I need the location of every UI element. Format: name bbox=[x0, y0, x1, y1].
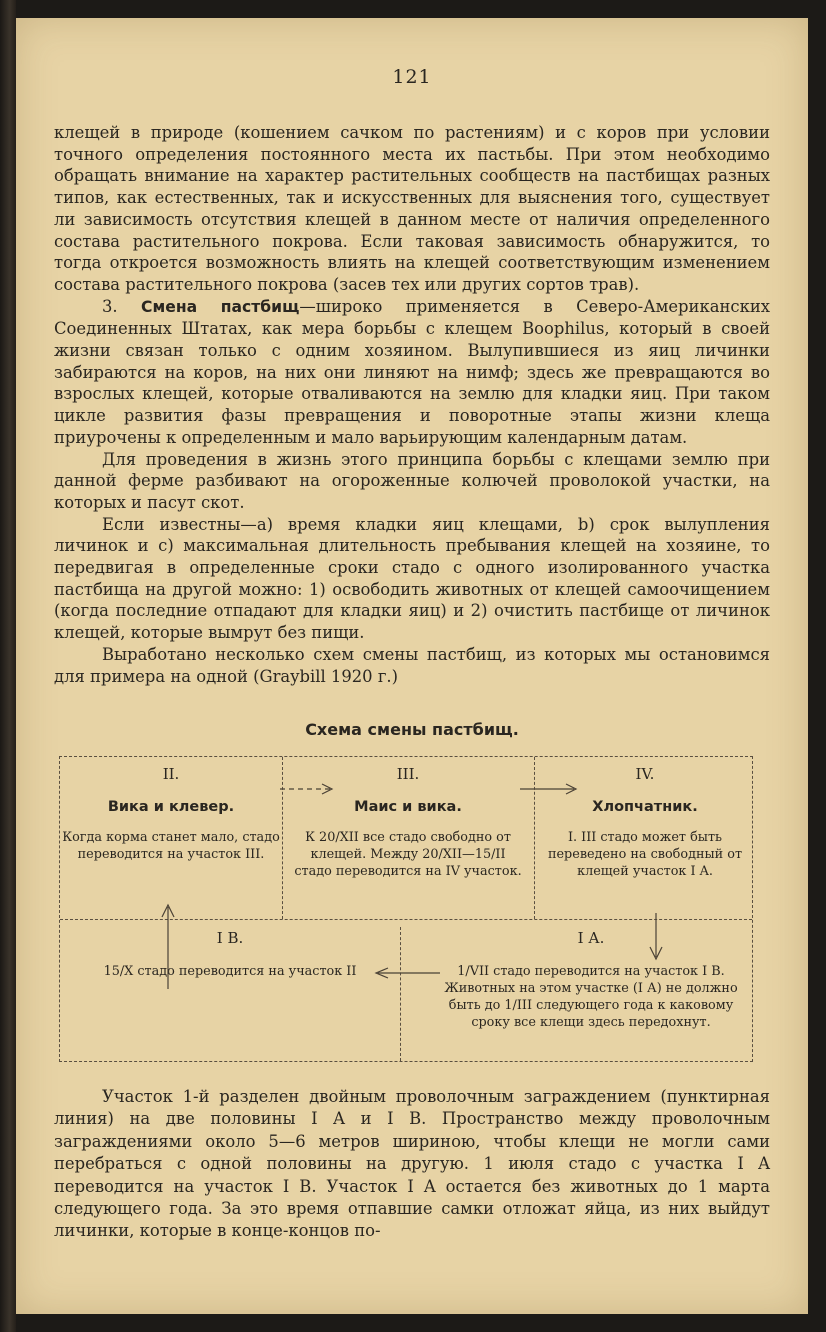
plot-crop: Хлопчатник. bbox=[592, 799, 698, 815]
paragraph-schemes: Выработано несколько схем смены пастбищ, из которых мы остановимся для примера на одной (Graybill 1920 г.) bbox=[54, 644, 770, 686]
plot-crop: Маис и вика. bbox=[354, 799, 462, 815]
plot-number: IV. bbox=[635, 765, 655, 783]
plot-description: 15/X стадо переводится на участок II bbox=[103, 964, 357, 979]
plot-description: 1/VII стадо переводится на участок I В. Животных на этом участке (I А) не должно быть до 1/III следующего года к каковому сроку все клещи здесь передохнут. bbox=[444, 964, 738, 1030]
book-page bbox=[16, 18, 808, 1314]
section-number: 3. bbox=[102, 296, 118, 316]
scheme-arrows bbox=[60, 757, 752, 1061]
plot-number: II. bbox=[162, 765, 180, 783]
plot-number: III. bbox=[396, 765, 420, 783]
plot-description: Когда корма станет мало, стадо переводится на участок III. bbox=[62, 830, 280, 862]
section-heading: Смена пастбищ bbox=[141, 297, 300, 316]
plot-number: I В. bbox=[216, 929, 244, 947]
plot-number: I А. bbox=[577, 929, 605, 947]
main-text bbox=[54, 122, 770, 687]
scheme-title: Схема смены пастбищ. bbox=[305, 720, 519, 739]
page-number: 121 bbox=[392, 66, 432, 88]
paragraph-plot-division: Участок 1-й разделен двойным проволочным заграждением (пунктирная линия) на две половины I A и I B. Пространство между проволочным заграждениями около 5—6 метров шириною, чтобы клещи не могли сами перебраться с одной половины на другую. 1 июля стадо с участка I A переводится на участок I B. Участок I A остается без животных до 1 марта следующего года. За это время отпавшие самки отложат яйца, из них выйдут личинки, которые в конце-концов по- bbox=[54, 1087, 770, 1241]
section-text: —широко применяется в Северо-Американских Соединенных Штатах, как мера борьбы с клещем Boophilus, который в своей жизни связан только с одним хозяином. Вылупившиеся из яиц личинки забираются на коров, на них они линяют на нимф; здесь же превращаются во взрослых клещей, которые отваливаются на землю для кладки яиц. При таком цикле развития фазы превращения и поворотные этапы жизни клеща приурочены к определенным и мало варьирующим календарным датам. bbox=[54, 296, 771, 447]
paragraph-fencing: Для проведения в жизнь этого принципа борьбы с клещами землю при данной ферме разбивают на огороженные колючей проволокой участки, на которых и пасут скот. bbox=[54, 449, 770, 512]
paragraph-conditions: Если известны—a) время кладки яиц клещами, b) срок вылупления личинок и c) максимальная длительность пребывания клещей на хозяине, то передвигая в определенные сроки стадо с одного изолированного участка пастбища на другой можно: 1) освободить животных от клещей самоочищением (когда последние отпадают для кладки яиц) и 2) очистить пастбище от личинок клещей, которые вымрут без пищи. bbox=[54, 514, 770, 643]
plot-description: К 20/XII все стадо свободно от клещей. Между 20/XII—15/II стадо переводится на IV участок. bbox=[294, 830, 522, 879]
paragraph-section-3 bbox=[54, 296, 770, 449]
closing-text bbox=[54, 1086, 770, 1243]
previous-page-edge bbox=[0, 0, 16, 1332]
plot-crop: Вика и клевер. bbox=[107, 799, 235, 815]
plot-description: I. III стадо может быть переведено на свободный от клещей участок I A. bbox=[547, 830, 743, 879]
pasture-rotation-diagram bbox=[59, 756, 753, 1062]
paragraph-continued: клещей в природе (кошением сачком по растениям) и с коров при условии точного определения постоянного места их пастьбы. При этом необходимо обращать внимание на характер растительных сообществ на пастбищах разных типов, как естественных, так и искусственных для выяснения того, существует ли зависимость отсутствия клещей в данном месте от наличия определенного состава растительного покрова. Если таковая зависимость обнаружится, то тогда откроется возможность влиять на клещей соответствующим изменением состава растительного покрова (засев тех или других сортов трав). bbox=[54, 123, 770, 294]
